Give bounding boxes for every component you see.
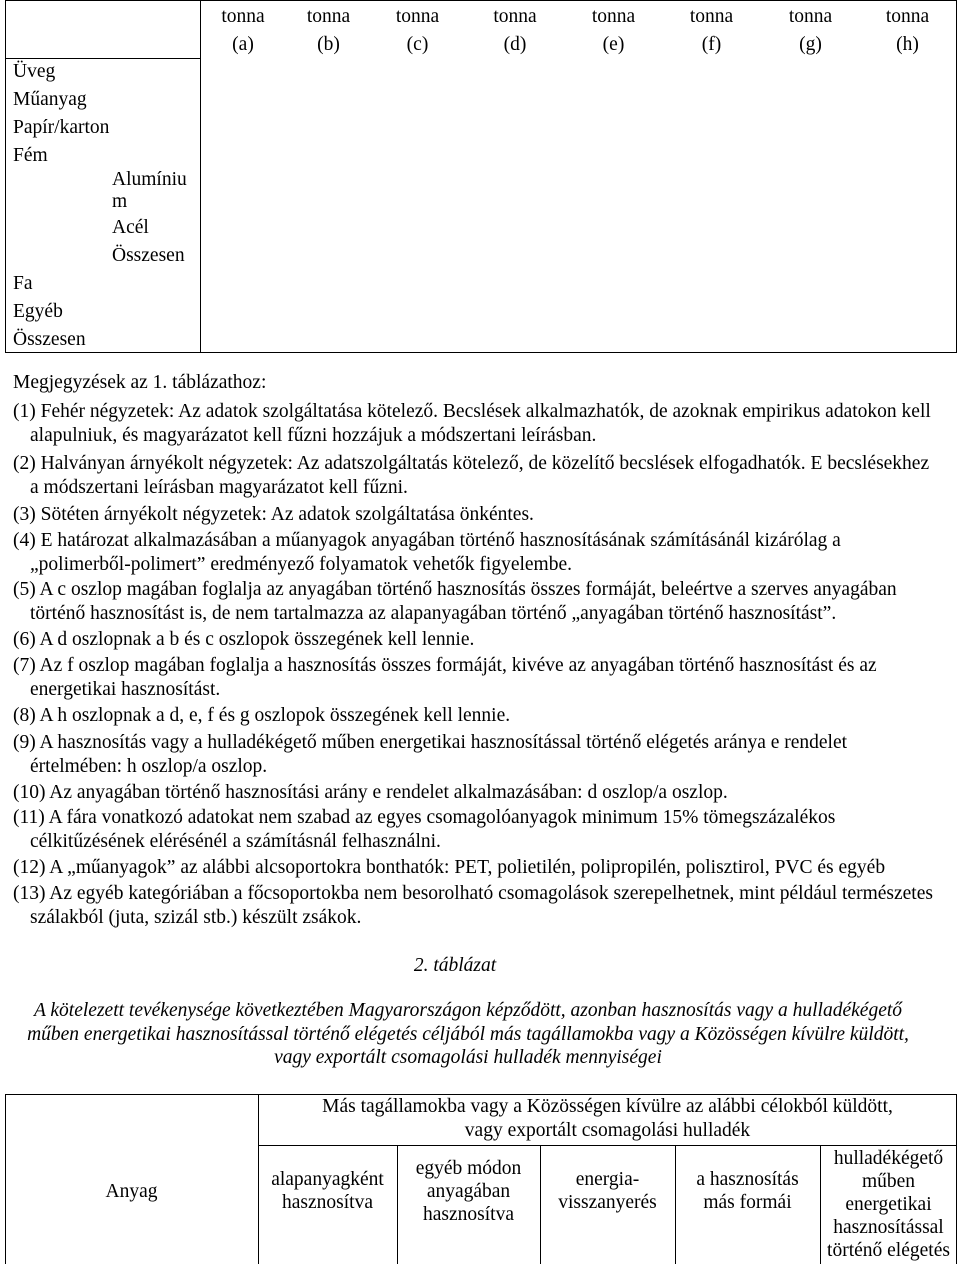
note-12: (12) A „műanyagok” az alábbi alcsoportokra bonthatók: PET, polietilén, polipropilén, polisztirol, PVC és egyéb [13,857,886,878]
column-header-unit: tonna [788,6,833,27]
note-1: (1) Fehér négyzetek: Az adatok szolgáltatása kötelező. Becslések alkalmazhatók, de azoknak empirikus adatokon kell alapulniuk, és magyarázatot kell fűzni hozzájuk a módszertani leírásban. [13,401,931,446]
column-header-code: (d) [503,34,527,55]
row-sublabel-fem-osszesen: Összesen [112,245,185,266]
table-1-border-top [5,0,957,1]
column-header-c [371,3,464,59]
row-label-uveg: Üveg [13,61,56,82]
column-header-h [859,3,956,59]
column-header-f [661,3,762,59]
column-header-code: (b) [317,34,340,55]
column-header-e [566,3,661,59]
table-1-border-bottom [5,352,957,353]
column-header-a [200,3,286,59]
table-2-label: 2. táblázat [413,955,497,976]
column-header-unit: tonna [493,6,537,27]
row-sublabel-aluminium: Alumíniu m [112,169,187,212]
table-2-caption: A kötelezett tevékenysége következtében Magyarországon képződött, azonban hasznosítás vagy a hulladékégető műben energetikai hasznosítással történő elégetés céljából más tagállamokba vagy a Közösségen kívülre küldött, vagy exportált csomagolási hulladék mennyiségei [27,1000,909,1068]
note-4: (4) E határozat alkalmazásában a műanyagok anyagában történő hasznosításának számításánál kizárólag a „polimerből-polimert” eredményező folyamatok vehetők figyelembe. [13,530,841,575]
note-3: (3) Sötéten árnyékolt négyzetek: Az adatok szolgáltatása önkéntes. [13,504,534,525]
column-header-unit: tonna [591,6,636,27]
column-header-code: (a) [232,34,254,55]
table-2-border-left [5,1094,6,1264]
column-header-unit: tonna [689,6,734,27]
column-header-code: (g) [799,34,822,55]
row-label-egyeb: Egyéb [13,301,63,322]
table-2-header-energy-recovery: energia- visszanyerés [558,1169,657,1213]
table-2-group-header: Más tagállamokba vagy a Közösségen kívülre az alábbi célokból küldött, vagy exportált csomagolási hulladék [322,1096,893,1141]
note-8: (8) A h oszlopnak a d, e, f és g oszlopok összegének kell lennie. [13,705,511,726]
column-header-unit: tonna [395,6,440,27]
notes-title: Megjegyzések az 1. táblázathoz: [13,372,267,393]
table-1-border-right [956,0,957,353]
column-header-code: (c) [406,34,429,55]
column-header-g [762,3,859,59]
row-label-fem: Fém [13,145,48,166]
row-sublabel-acel: Acél [112,217,149,238]
note-13: (13) Az egyéb kategóriában a főcsoportokba nem besorolható csomagolások szerepelhetnek, mint például természetes szálakból (juta, szizál stb.) készült zsákok. [13,883,933,928]
note-5: (5) A c oszlop magában foglalja az anyagában történő hasznosítás összes formáját, beleértve a szerves anyagában történő hasznosítást is, de nem tartalmazza az alapanyagában történő „anyagában történő hasznosítást”. [13,579,897,624]
table-1-corner-cell-bottom [5,58,200,59]
table-2-header-other-recovery: a hasznosítás más formái [696,1169,799,1213]
column-header-d [464,3,566,59]
table-1-border-left [5,0,6,353]
column-header-code: (h) [896,34,919,55]
note-9: (9) A hasznosítás vagy a hulladékégető műben energetikai hasznosítással történő elégetés aránya e rendelet értelmében: h oszlop/a oszlop. [13,732,848,777]
column-header-b [286,3,371,59]
note-10: (10) Az anyagában történő hasznosítási arány e rendelet alkalmazásában: d oszlop/a oszlop. [13,782,728,803]
row-label-osszesen: Összesen [13,329,86,350]
note-7: (7) Az f oszlop magában foglalja a hasznosítás összes formáját, kivéve az anyagában történő hasznosítást és az energetikai hasznosítást. [13,655,877,700]
row-label-muanyag: Műanyag [13,89,87,110]
column-header-code: (f) [701,34,722,55]
table-2-material-header: Anyag [105,1181,158,1202]
note-2: (2) Halványan árnyékolt négyzetek: Az adatszolgáltatás kötelező, de közelítő becslések elfogadhatók. E becslésekhez a módszertani leírásban magyarázatot kell fűzni. [13,453,930,498]
note-6: (6) A d oszlopnak a b és c oszlopok összegének kell lennie. [13,629,475,650]
table-2-header-other-material-recovery: egyéb módon anyagában hasznosítva [415,1158,522,1225]
column-header-unit: tonna [306,6,351,27]
column-header-code: (e) [602,34,625,55]
row-label-papir-karton: Papír/karton [13,117,110,138]
note-11: (11) A fára vonatkozó adatokat nem szabad az egyes csomagolóanyagok minimum 15% tömegszázalékos célkitűzésének elérésénél a számításnál felhasználni. [13,807,836,852]
table-2-group-header-bottom [258,1145,957,1146]
table-2-header-incineration: hulladékégető műben energetikai hasznosítással történő elégetés [827,1148,950,1261]
table-2-header-feedstock: alapanyagként hasznosítva [271,1169,384,1213]
row-label-fa: Fa [13,273,33,294]
column-header-unit: tonna [221,6,265,27]
column-header-unit: tonna [885,6,930,27]
